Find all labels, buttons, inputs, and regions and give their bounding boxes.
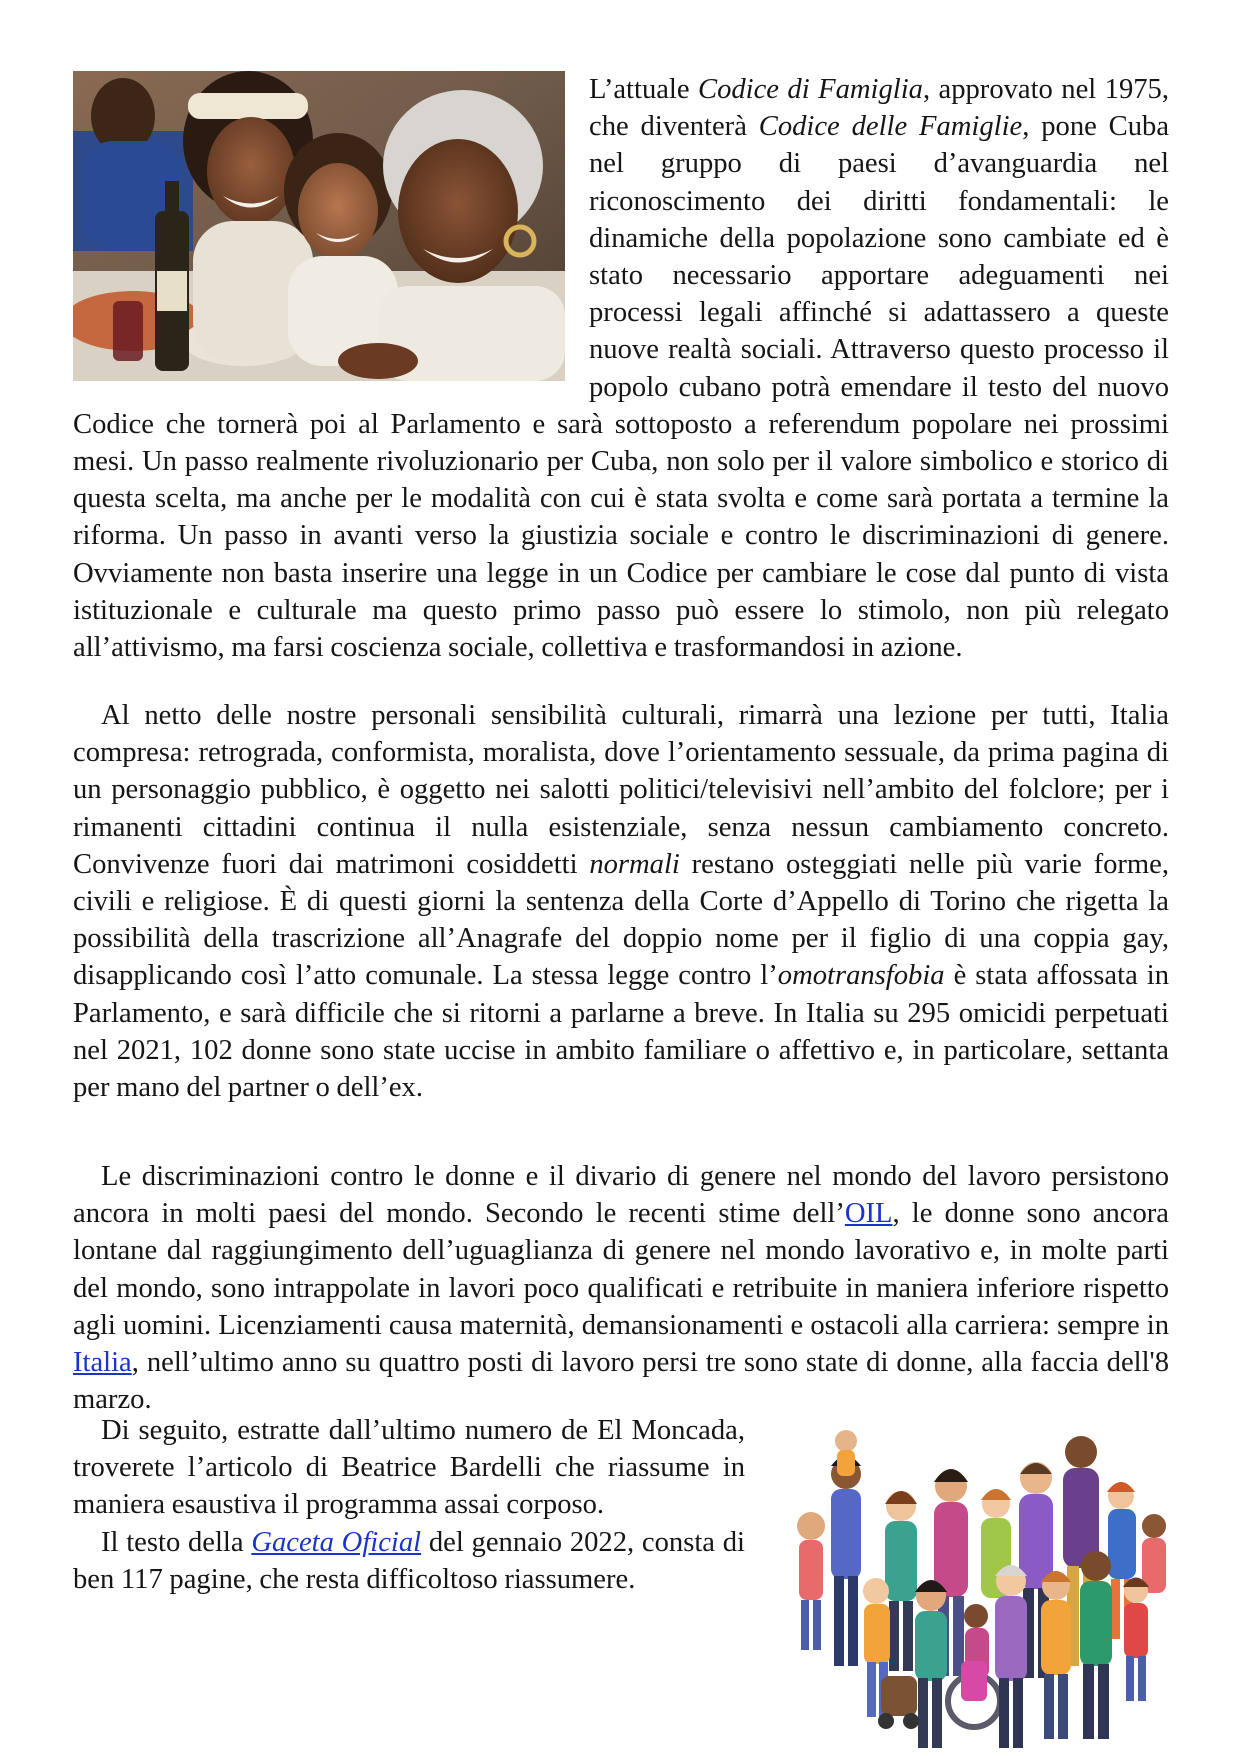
italia-link[interactable]: Italia <box>73 1347 132 1379</box>
paragraph-group-bottom <box>73 1412 1169 1756</box>
paragraph-1: L’attuale Codice di Famiglia, approvato nel 1975, che diventerà Codice delle Famiglie, pone Cuba nel gruppo di paesi d’avanguardia nel riconoscimento dei diritti fondamentali: le dinamiche della popolazione sono cambiate ed è stato necessario apportare adeguamenti nei processi legali affinché si adattassero a queste nuove realtà sociali. Attraverso questo processo il popolo cubano potrà emendare il testo del nuovo Codice che tornerà poi al Parlamento e sarà sottoposto a referendum popolare nei prossimi mesi. Un passo realmente rivoluzionario per Cuba, non solo per il valore simbolico e storico di questa scelta, ma anche per le modalità con cui è stata svolta e come sarà portata a termine la riforma. Un passo in avanti verso la giustizia sociale e contro le discriminazioni di genere. Ovviamente non basta inserire una legge in un Codice per cambiare le cose dal punto di vista istituzionale e culturale ma questo primo passo può essere lo stimolo, non più relegato all’attivismo, ma farsi coscienza sociale, collettiva e trasformandosi in azione. <box>73 71 1169 666</box>
paragraph-2: Al netto delle nostre personali sensibilità culturali, rimarrà una lezione per tutti, Italia compresa: retrograda, conformista, moralista, dove l’orientamento sessuale, da prima pagina di un personaggio pubblico, è oggetto nei salotti politici/televisivi nell’ambito del folclore; per i rimanenti cittadini continua il nulla esistenziale, senza nessun cambiamento concreto. Convivenze fuori dai matrimoni cosiddetti normali restano osteggiati nelle più varie forme, civili e religiose. È di questi giorni la sentenza della Corte d’Appello di Torino che rigetta la possibilità della trascrizione all’Anagrafe del doppio nome per il figlio di una coppia gay, disapplicando così l’atto comunale. La stessa legge contro l’omotransfobia è stata affossata in Parlamento, e sarà difficile che si ritorni a parlarne a breve. In Italia su 295 omicidi perpetuati nel 2021, 102 donne sono state uccise in ambito familiare o affettivo e, in particolare, settanta per mano del partner o dell’ex. <box>73 700 1169 1104</box>
family-photo <box>73 71 565 381</box>
oil-link[interactable]: OIL <box>844 1198 893 1230</box>
gaceta-oficial-link[interactable]: Gaceta Oficial <box>251 1526 422 1558</box>
paragraph-5: Il testo della Gaceta Oficial del gennaio 2022, consta di ben 117 pagine, che resta difficoltoso riassumere. <box>73 1526 745 1595</box>
paragraph-4: Di seguito, estratte dall’ultimo numero de El Moncada, troverete l’articolo di Beatrice Bardelli che riassume in maniera esaustiva il programma assai corposo. <box>73 1415 745 1521</box>
paragraph-3: Le discriminazioni contro le donne e il divario di genere nel mondo del lavoro persistono ancora in molti paesi del mondo. Secondo le recenti stime dell’OIL, le donne sono ancora lontane dal raggiungimento dell’uguaglianza di genere nel mondo lavorativo e, in molte parti del mondo, sono intrappolate in lavori poco qualificati e retribuite in maniera inferiore rispetto agli uomini. Licenziamenti causa maternità, demansionamenti e ostacoli alla carriera: sempre in Italia, nell’ultimo anno su quattro posti di lavoro persi tre sono state di donne, alla faccia dell'8 marzo. <box>73 1161 1169 1416</box>
people-illustration <box>771 1416 1169 1756</box>
